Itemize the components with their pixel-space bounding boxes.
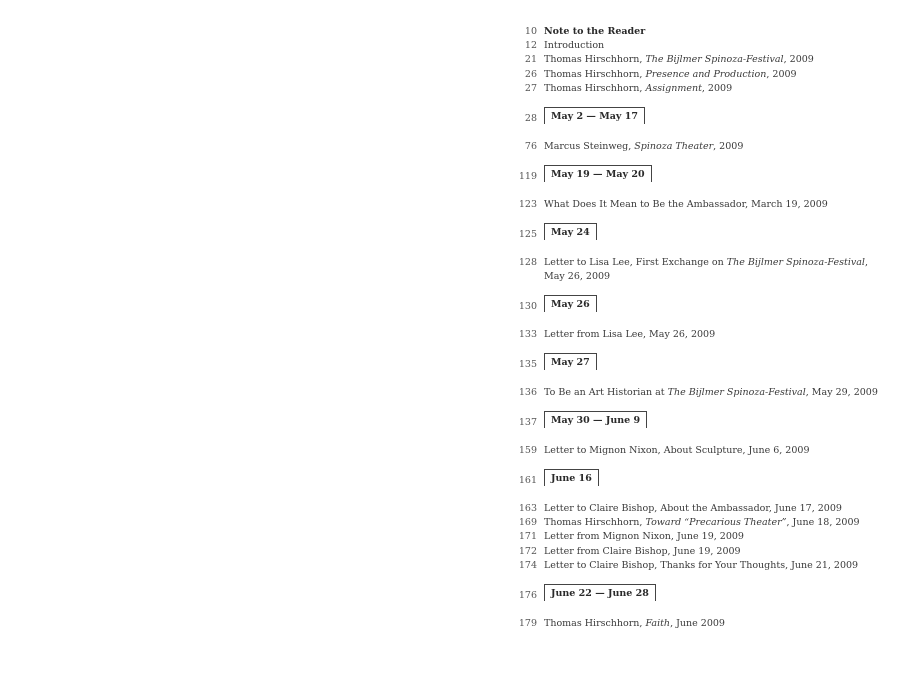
entry-text: Marcus Steinweg,	[544, 141, 635, 152]
entry-text: Letter from Mignon Nixon, June 19, 2009	[544, 531, 744, 542]
entry-text: , June 18, 2009	[786, 517, 860, 528]
page-number: 136	[518, 387, 537, 398]
page-number: 28	[524, 113, 537, 124]
page-number: 135	[518, 359, 537, 370]
entry-text: , May 29, 2009	[805, 387, 878, 398]
entry-text: , 2009	[766, 69, 797, 80]
entry-title	[544, 140, 884, 155]
section-date-range: May 30 — June 9	[544, 411, 647, 428]
page-number: 26	[524, 69, 537, 80]
section-date-range: June 16	[544, 469, 599, 486]
page-number: 130	[518, 301, 537, 312]
entry-title	[544, 502, 884, 517]
entry-text: Thomas Hirschhorn,	[544, 69, 646, 80]
italic-title: Assignment	[645, 83, 702, 94]
entry-title	[544, 530, 884, 545]
italic-title: Presence and Production	[645, 69, 767, 80]
entry-text: Note to the Reader	[544, 26, 646, 37]
entry-title	[544, 256, 884, 271]
entry-title	[544, 545, 884, 560]
page-number: 12	[524, 40, 537, 51]
italic-title: Spinoza Theater	[634, 141, 714, 152]
section-date-range: May 26	[544, 295, 597, 312]
page-number: 27	[524, 83, 537, 94]
section-date-range: May 24	[544, 223, 597, 240]
page-number: 21	[524, 54, 537, 65]
entry-title	[544, 39, 884, 54]
entry-text: Thomas Hirschhorn,	[544, 618, 646, 629]
entry-title	[544, 53, 884, 68]
page-number: 128	[518, 257, 537, 268]
entry-title	[544, 328, 884, 343]
entry-title	[544, 559, 884, 574]
entry-text: , 2009	[783, 54, 814, 65]
page-number: 161	[518, 475, 537, 486]
page-number: 123	[518, 199, 537, 210]
entry-title	[544, 386, 884, 401]
entry-text: Thomas Hirschhorn,	[544, 517, 646, 528]
italic-title: Faith	[645, 618, 671, 629]
entry-title	[544, 198, 884, 213]
entry-text: , 2009	[701, 83, 733, 94]
page-number: 119	[518, 171, 537, 182]
page-number: 179	[518, 618, 537, 629]
entry-title	[544, 270, 884, 285]
entry-text: ,	[864, 257, 868, 268]
entry-title	[544, 444, 884, 459]
page-number: 171	[518, 531, 537, 542]
entry-text: Thomas Hirschhorn,	[544, 83, 646, 94]
page-number: 125	[518, 229, 537, 240]
entry-text: Letter to Lisa Lee, First Exchange on	[544, 257, 727, 268]
entry-text: Introduction	[544, 40, 605, 51]
italic-title: The Bijlmer Spinoza-Festival	[667, 387, 806, 398]
page-number: 169	[518, 517, 537, 528]
entry-text: Letter to Claire Bishop, Thanks for Your Thoughts, June 21, 2009	[544, 560, 859, 571]
page-number: 163	[518, 503, 537, 514]
entry-text: Letter to Claire Bishop, About the Ambassador, June 17, 2009	[544, 503, 842, 514]
page-number: 76	[524, 141, 537, 152]
section-date-range: May 19 — May 20	[544, 165, 652, 182]
section-date-range: May 27	[544, 353, 597, 370]
italic-title: The Bijlmer Spinoza-Festival	[726, 257, 865, 268]
entry-text: , June 2009	[670, 618, 725, 629]
entry-text: What Does It Mean to Be the Ambassador, March 19, 2009	[544, 199, 828, 210]
italic-title: Toward “Precarious Theater”	[645, 517, 787, 528]
page-number: 133	[518, 329, 537, 340]
section-date-range: May 2 — May 17	[544, 107, 645, 124]
entry-text: Letter from Lisa Lee, May 26, 2009	[544, 329, 716, 340]
entry-title	[544, 617, 884, 632]
italic-title: The Bijlmer Spinoza-Festival	[645, 54, 784, 65]
entry-title	[544, 516, 884, 531]
entry-text: Thomas Hirschhorn,	[544, 54, 646, 65]
page-number: 172	[518, 546, 537, 557]
page-number: 137	[518, 417, 537, 428]
entry-title	[544, 25, 884, 40]
section-date-range: June 22 — June 28	[544, 584, 656, 601]
page-number: 159	[518, 445, 537, 456]
entry-text: Letter from Claire Bishop, June 19, 2009	[544, 546, 741, 557]
entry-title	[544, 82, 884, 97]
entry-title	[544, 68, 884, 83]
page-number: 174	[518, 560, 537, 571]
page-number: 176	[518, 590, 537, 601]
entry-text: , 2009	[713, 141, 744, 152]
entry-text: To Be an Art Historian at	[544, 387, 668, 398]
entry-text: Letter to Mignon Nixon, About Sculpture, June 6, 2009	[544, 445, 810, 456]
page-number: 10	[524, 26, 537, 37]
entry-text: May 26, 2009	[544, 271, 611, 282]
